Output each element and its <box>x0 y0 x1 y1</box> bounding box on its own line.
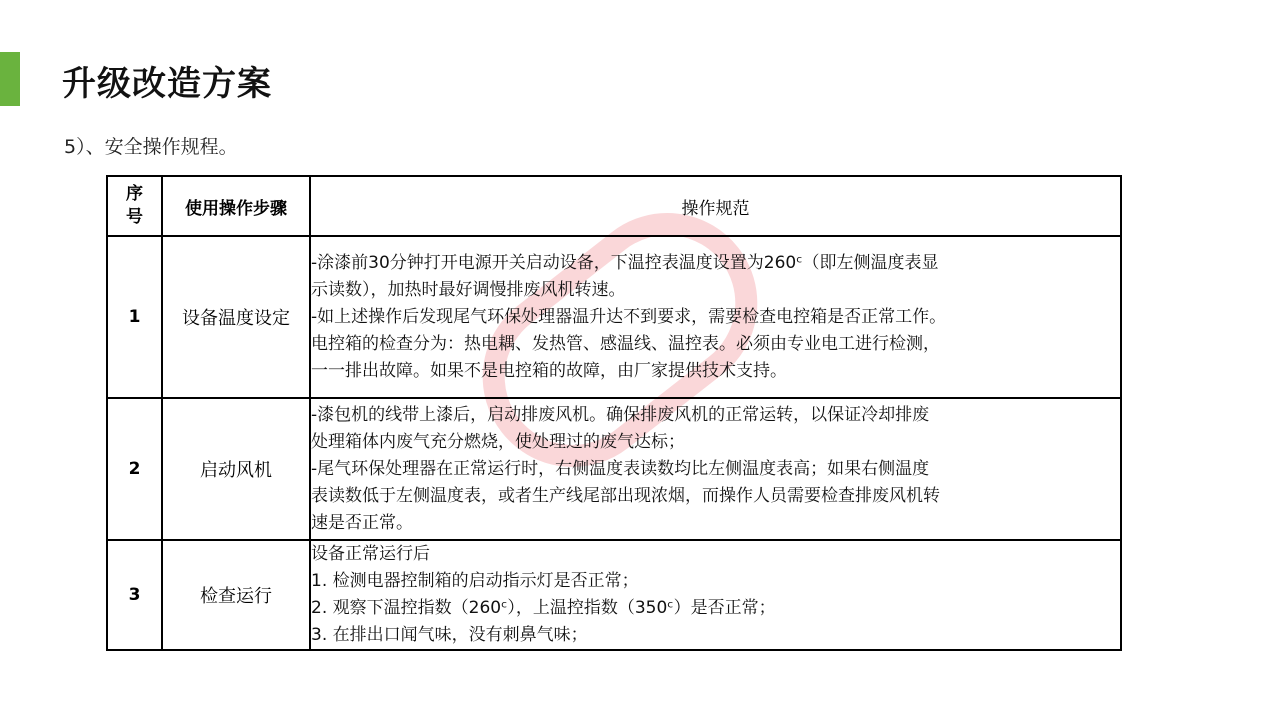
row-rule <box>310 398 1121 540</box>
row-rule <box>310 540 1121 650</box>
rule-line: -漆包机的线带上漆后，启动排废风机。确保排废风机的正常运转，以保证冷却排废 <box>311 404 930 425</box>
table-row <box>107 398 1121 540</box>
row-number: 1 <box>107 236 162 398</box>
rule-line: 速是否正常。 <box>311 512 413 533</box>
header-step: 使用操作步骤 <box>162 176 310 236</box>
rule-line: -尾气环保处理器在正常运行时，右侧温度表读数均比左侧温度表高；如果右侧温度 <box>311 458 930 479</box>
rule-line: 1. 检测电器控制箱的启动指示灯是否正常； <box>311 571 639 591</box>
header-number <box>107 176 162 236</box>
safety-procedure-table <box>106 175 1122 651</box>
rule-line: 处理箱体内废气充分燃烧，使处理过的废气达标； <box>311 431 685 452</box>
rule-line: 电控箱的检查分为：热电耦、发热管、感温线、温控表。必须由专业电工进行检测， <box>311 333 940 354</box>
table-header-row <box>107 176 1121 236</box>
rule-line: -涂漆前30分钟打开电源开关启动设备，下温控表温度设置为260ᶜ（即左侧温度表显 <box>311 252 939 273</box>
header-number-label: 序 号 <box>126 184 143 227</box>
rule-line: 设备正常运行后 <box>311 544 430 564</box>
rule-line: 一一排出故障。如果不是电控箱的故障，由厂家提供技术支持。 <box>311 360 787 381</box>
rule-line: -如上述操作后发现尾气环保处理器温升达不到要求，需要检查电控箱是否正常工作。 <box>311 306 947 327</box>
section-subtitle: 5）、安全操作规程。 <box>64 136 238 158</box>
table-row <box>107 236 1121 398</box>
header-rule: 操作规范 <box>310 176 1121 236</box>
rule-line: 表读数低于左侧温度表，或者生产线尾部出现浓烟，而操作人员需要检查排废风机转 <box>311 485 940 506</box>
rule-line: 示读数），加热时最好调慢排废风机转速。 <box>311 279 626 300</box>
rule-line: 2. 观察下温控指数（260ᶜ），上温控指数（350ᶜ）是否正常； <box>311 598 776 618</box>
rule-line: 3. 在排出口闻气味，没有刺鼻气味； <box>311 625 588 645</box>
page-title: 升级改造方案 <box>62 64 272 104</box>
row-step: 启动风机 <box>162 398 310 540</box>
row-step: 检查运行 <box>162 540 310 650</box>
table-row <box>107 540 1121 650</box>
row-step: 设备温度设定 <box>162 236 310 398</box>
row-rule <box>310 236 1121 398</box>
title-accent-bar <box>0 52 20 106</box>
row-number: 2 <box>107 398 162 540</box>
row-number: 3 <box>107 540 162 650</box>
